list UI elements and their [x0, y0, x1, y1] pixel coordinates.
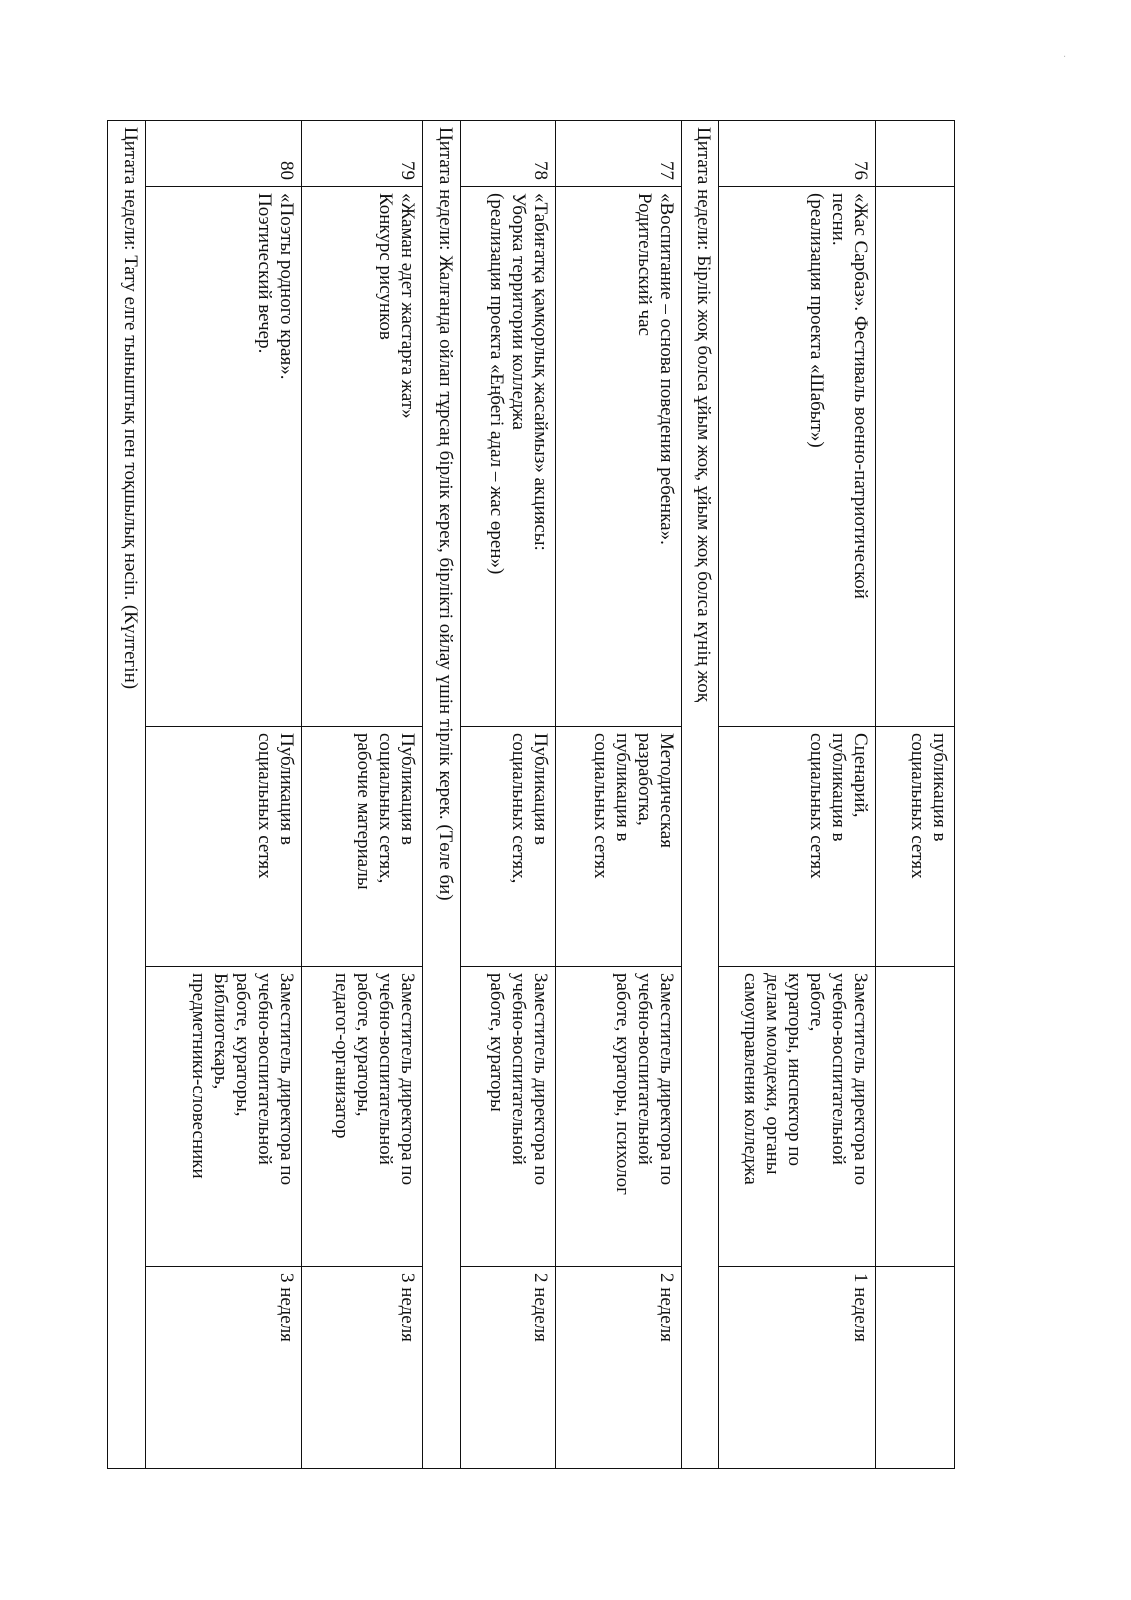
number-cell: 77: [555, 121, 681, 187]
quote-row: [681, 121, 718, 1469]
cell-line: социальных сетях: [254, 733, 276, 879]
cell-line: Заместитель директора по: [397, 973, 419, 1186]
event-cell: [460, 187, 555, 727]
cell-line: социальных сетях,: [507, 733, 529, 884]
cell-line: публикация в: [929, 733, 950, 842]
quote-of-week: Цитата недели: Бірлік жоқ болса ұйым жоқ, ұйым жоқ болса күнің жоқ: [681, 121, 718, 1469]
cell-line: Заместитель директора по: [276, 973, 298, 1186]
cell-line: социальных сетях,: [375, 733, 397, 884]
cell-line: учебно-воспитательной: [827, 973, 849, 1165]
cell-line: работе, кураторы, психолог: [611, 973, 633, 1195]
responsible-cell: [302, 967, 423, 1267]
cell-line: публикация в: [827, 733, 849, 842]
number-cell: 78: [460, 121, 555, 187]
rotated-page: [107, 120, 955, 1468]
cell-line: работе, кураторы,: [232, 973, 254, 1117]
cell-line: Публикация в: [276, 733, 298, 845]
table-row: [302, 121, 423, 1469]
cell-line: «Воспитание – основа поведения ребенка».: [655, 193, 677, 545]
event-cell: [145, 187, 302, 727]
event-cell: [302, 187, 423, 727]
term-cell: 2 неделя: [460, 1267, 555, 1469]
table-row: [719, 121, 876, 1469]
cell-line: «Табиғатқа қамқорлық жасаймыз» акциясы:: [529, 193, 551, 551]
result-cell: [555, 727, 681, 967]
cell-line: работе, кураторы: [485, 973, 507, 1112]
responsible-cell: [145, 967, 302, 1267]
table-row: [145, 121, 302, 1469]
cell-line: кураторы, инспектор по: [783, 973, 805, 1167]
cell-line: Заместитель директора по: [849, 973, 871, 1186]
event-cell: [875, 187, 954, 727]
result-cell: [875, 727, 954, 967]
event-cell: [719, 187, 876, 727]
cell-line: Библиотекарь,: [210, 973, 232, 1090]
number-cell: 76: [719, 121, 876, 187]
cell-line: работе, кураторы,: [353, 973, 375, 1117]
cell-line: делам молодежи, органы: [761, 973, 783, 1175]
cell-line: работе,: [805, 973, 827, 1032]
result-cell: [719, 727, 876, 967]
cell-line: (реализация проекта «Еңбегі адал – жас өрен»): [485, 193, 507, 575]
cell-line: (реализация проекта «Шабыт»): [805, 193, 827, 448]
responsible-cell: [875, 967, 954, 1267]
event-plan-table: [107, 120, 955, 1469]
responsible-cell: [719, 967, 876, 1267]
table-row: [460, 121, 555, 1469]
result-cell: [145, 727, 302, 967]
cell-line: социальных сетях: [589, 733, 611, 879]
cell-line: социальных сетях: [907, 733, 928, 879]
cell-line: Родительский час: [633, 193, 655, 336]
quote-of-week: Цитата недели: Жалғанда ойлап тұрсаң бірлік керек, бірлікті ойлау үшін тірлік керек. (Төле би): [423, 121, 460, 1469]
result-cell: [302, 727, 423, 967]
cell-line: Конкурс рисунков: [375, 193, 397, 340]
cell-line: социальных сетях: [805, 733, 827, 879]
cell-line: Публикация в: [397, 733, 419, 845]
cell-line: публикация в: [611, 733, 633, 842]
table-row: [555, 121, 681, 1469]
quote-of-week: Цитата недели: Тату елге тыныштық пен тоқшылық нәсіп. (Күлтегін): [108, 121, 146, 1469]
quote-row: [108, 121, 146, 1469]
cell-line: Методическая: [655, 733, 677, 848]
cell-line: «Поэты родного края».: [276, 193, 298, 380]
number-cell: 79: [302, 121, 423, 187]
result-cell: [460, 727, 555, 967]
event-cell: [555, 187, 681, 727]
cell-line: разработка,: [633, 733, 655, 826]
term-cell: 1 неделя: [719, 1267, 876, 1469]
term-cell: 2 неделя: [555, 1267, 681, 1469]
responsible-cell: [460, 967, 555, 1267]
cell-line: самоуправления колледжа: [739, 973, 761, 1185]
term-cell: 3 неделя: [302, 1267, 423, 1469]
number-cell: [875, 121, 954, 187]
cell-line: Заместитель директора по: [655, 973, 677, 1186]
cell-line: учебно-воспитательной: [254, 973, 276, 1165]
quote-row: [423, 121, 460, 1469]
term-cell: [875, 1267, 954, 1469]
number-cell: 80: [145, 121, 302, 187]
cell-line: «Жаман әдет жастарға жат»: [397, 193, 419, 419]
cell-line: песни.: [827, 193, 849, 246]
cell-line: Сценарий,: [849, 733, 871, 818]
cell-line: педагог-организатор: [331, 973, 353, 1139]
cell-line: Поэтический вечер.: [254, 193, 276, 354]
scan-mark: ·: [1063, 52, 1067, 63]
cell-line: Публикация в: [529, 733, 551, 845]
cell-line: учебно-воспитательной: [375, 973, 397, 1165]
cell-line: учебно-воспитательной: [633, 973, 655, 1165]
cell-line: «Жас Сарбаз». Фестиваль военно-патриотической: [849, 193, 871, 599]
term-cell: 3 неделя: [145, 1267, 302, 1469]
responsible-cell: [555, 967, 681, 1267]
cell-line: рабочие материалы: [353, 733, 375, 890]
cell-line: предметники-словесники: [188, 973, 210, 1179]
cell-line: Заместитель директора по: [529, 973, 551, 1186]
table-row: [875, 121, 954, 1469]
cell-line: учебно-воспитательной: [507, 973, 529, 1165]
cell-line: Уборка территории колледжа: [507, 193, 529, 430]
